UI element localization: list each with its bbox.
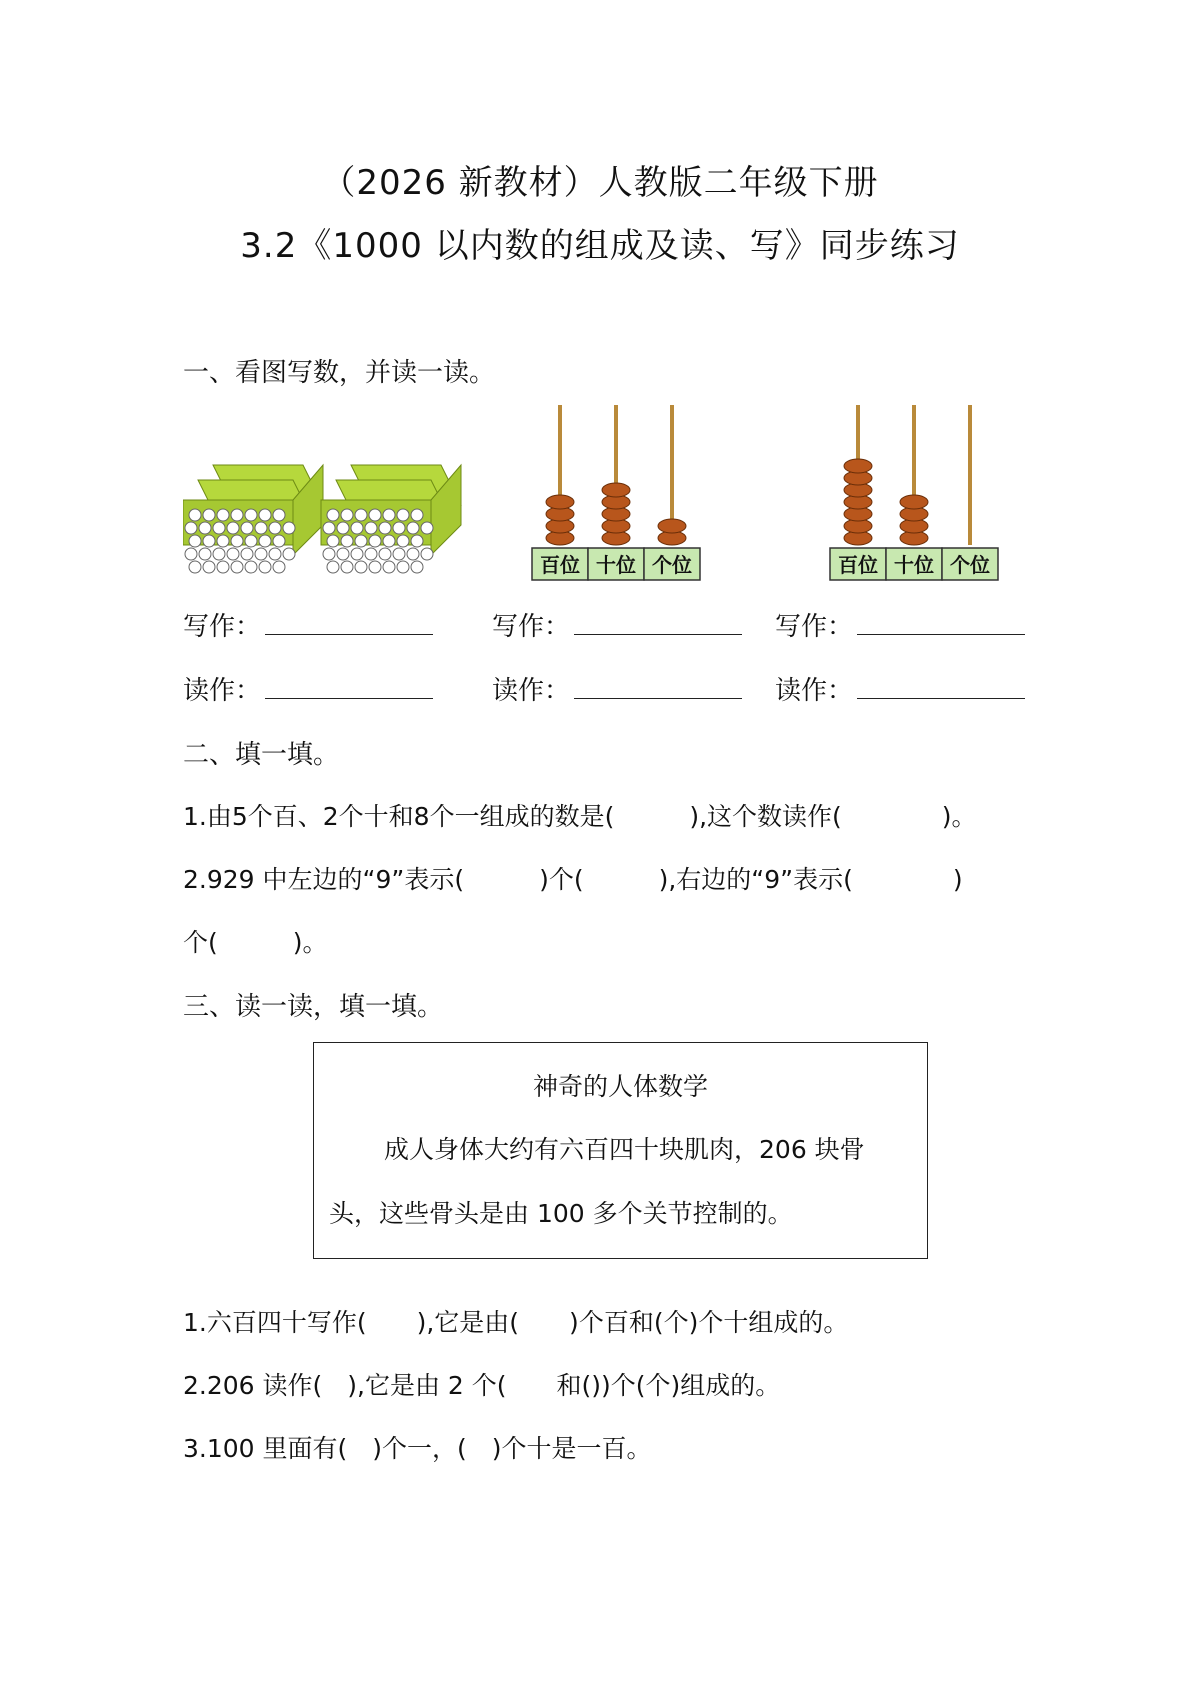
read-field-2[interactable]: 读作： [492, 670, 742, 707]
story-title: 神奇的人体数学 [532, 1072, 708, 1101]
abacus-2 [828, 405, 1008, 585]
abacus-2-label-ones: 个位 [950, 553, 990, 577]
abacus-2-label-tens: 十位 [894, 553, 934, 577]
section-3-question-3: 3.100 里面有( )个一，( )个十是一百。 [183, 1434, 652, 1463]
section-3-question-1: 1.六百四十写作( ),它是由( )个百和(个)个十组成的。 [183, 1308, 849, 1337]
write-field-3[interactable]: 写作： [775, 606, 1025, 643]
section-1-heading: 一、看图写数，并读一读。 [183, 358, 496, 388]
section-2-question-2: 2.929 中左边的“9”表示( )个( ),右边的“9”表示( ) [183, 865, 963, 894]
section-2-question-1: 1.由5个百、2个十和8个一组成的数是( ),这个数读作( )。 [183, 802, 977, 831]
story-box [313, 1042, 928, 1259]
abacus-2-label-hundreds: 百位 [838, 553, 878, 577]
abacus-1-label-tens: 十位 [596, 553, 636, 577]
section-3-heading: 三、读一读，填一填。 [183, 992, 444, 1022]
section-3-question-2: 2.206 读作( ),它是由 2 个( 和())个(个)组成的。 [183, 1371, 781, 1400]
story-paragraph-line-1: 成人身体大约有六百四十块肌肉，206 块骨 [384, 1135, 865, 1164]
story-paragraph-line-2: 头，这些骨头是由 100 多个关节控制的。 [329, 1199, 793, 1228]
title-line-2: 3.2《1000 以内数的组成及读、写》同步练习 [240, 226, 960, 266]
read-field-3[interactable]: 读作： [775, 670, 1025, 707]
title-line-1: （2026 新教材）人教版二年级下册 [321, 163, 879, 203]
section-2-heading: 二、填一填。 [183, 740, 340, 770]
read-field-1[interactable]: 读作： [183, 670, 433, 707]
abacus-1 [530, 405, 710, 585]
section-2-question-2-cont: 个( )。 [183, 928, 328, 957]
abacus-1-label-hundreds: 百位 [540, 553, 580, 577]
write-field-2[interactable]: 写作： [492, 606, 742, 643]
abacus-1-label-ones: 个位 [652, 553, 692, 577]
write-field-1[interactable]: 写作： [183, 606, 433, 643]
stick-bundles-figure [183, 455, 463, 585]
